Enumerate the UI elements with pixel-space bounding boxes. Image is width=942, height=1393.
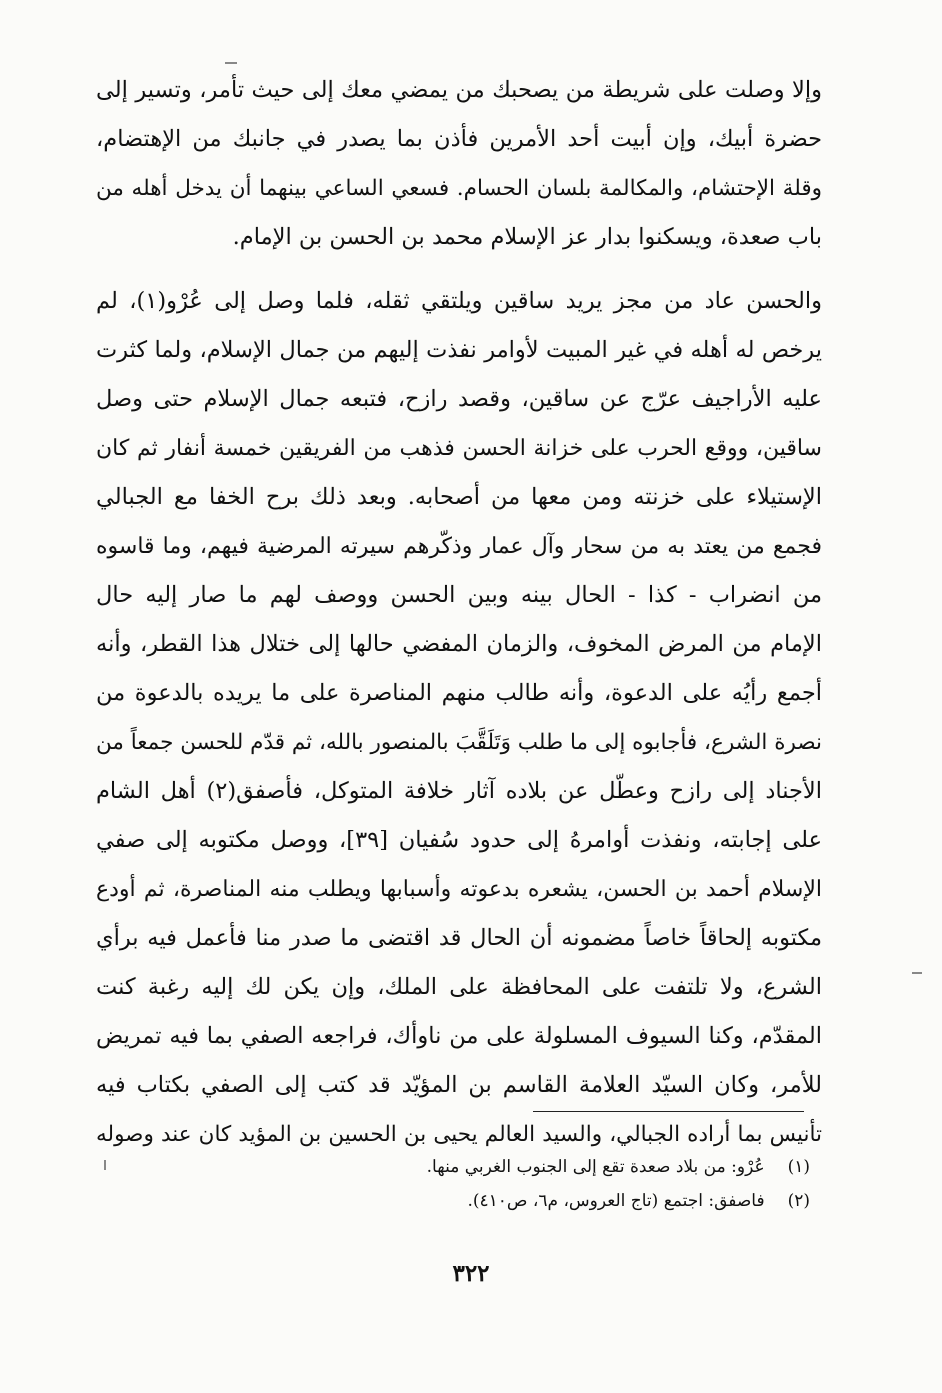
footnote-2 [340, 1184, 810, 1218]
text-line: الإستيلاء على خزنته ومن معها من أصحابه. وبعد ذلك برح الخفا مع الجبالي [96, 484, 822, 510]
footnote-number: (٢) [787, 1191, 810, 1211]
text-line: الشرع، ولا تلتفت على المحافظة على الملك، وإن يكن لك إليه رغبة كنت [96, 974, 822, 1000]
paragraph-2 [96, 277, 822, 1159]
text-line: الإسلام أحمد بن الحسن، يشعره بدعوته وأسبابها ويطلب منه المناصرة، ثم أودع [96, 877, 822, 902]
footnote-text: عُرْو: من بلاد صعدة تقع إلى الجنوب الغربي منها. [426, 1157, 765, 1177]
text-line: على إجابته، ونفذت أوامرهُ إلى حدود سُفيان [٣٩]، ووصل مكتوبه إلى صفي [96, 827, 822, 853]
scan-mark [912, 972, 922, 974]
text-line: باب صعدة، ويسكنوا بدار عز الإسلام محمد بن الحسن بن الإمام. [232, 224, 822, 250]
paragraph-1 [96, 66, 822, 262]
text-line: والحسن عاد من مجز يريد ساقين ويلتقي ثقله، فلما وصل إلى عُرْو(١)، لم [96, 288, 822, 314]
text-line: عليه الأراجيف عرّج عن ساقين، وقصد رازح، فتبعه جمال الإسلام حتى وصل [96, 386, 822, 412]
scan-mark [104, 1160, 106, 1170]
text-line: فجمع من يعتد به من سحار وآل عمار وذكّرهم سيرته المرضية فيهم، وما قاسوه [96, 534, 822, 559]
footnote-1 [340, 1150, 810, 1184]
text-line: من انضراب - كذا - الحال بينه وبين الحسن ووصف لهم ما صار إليه حال [96, 582, 822, 608]
text-line: للأمر، وكان السيّد العلامة القاسم بن المؤيّد قد كتب إلى الصفي بكتاب فيه [96, 1072, 822, 1098]
text-line: الإمام من المرض المخوف، والزمان المفضي حالها إلى ختلال هذا القطر، وأنه [96, 631, 822, 657]
text-line: ساقين، ووقع الحرب على خزانة الحسن فذهب من الفريقين خمسة أنفار ثم كان [96, 436, 822, 461]
text-line: مكتوبه إلحاقاً خاصاً مضمونه أن الحال قد اقتضى ما صدر منا فأعمل فيه برأي [96, 925, 822, 951]
footnote-separator [533, 1111, 804, 1112]
footnote-text: فاصفق: اجتمع (تاج العروس، م٦، ص٤١٠). [467, 1191, 765, 1211]
footnote-number: (١) [787, 1157, 810, 1177]
footnotes [340, 1150, 810, 1218]
text-line: تأنيس بما أراده الجبالي، والسيد العالم يحيى بن الحسين بن المؤيد كان عند وصوله [96, 1122, 822, 1147]
text-line: وقلة الإحتشام، والمكالمة بلسان الحسام. فسعي الساعي بينهما أن يدخل أهله من [96, 176, 822, 201]
text-line: يرخص له أهله في غير المبيت لأوامر نفذت إليهم من جمال الإسلام، ولما كثرت [96, 337, 822, 363]
text-line: نصرة الشرع، فأجابوه إلى ما طلب وَتَلَقَّبَ بالمنصور بالله، ثم قدّم للحسن جمعاً من [96, 730, 822, 755]
scan-mark [225, 62, 237, 64]
text-line: الأجناد إلى رازح وعطّل عن بلاده آثار خلافة المتوكل، فأصفق(٢) أهل الشام [96, 778, 822, 804]
text-line: أجمع رأيُه على الدعوة، وأنه طالب منهم المناصرة على ما يريده بالدعوة من [96, 680, 822, 706]
text-line: وإلا وصلت على شريطة من يصحبك من يمضي معك إلى حيث تأمر، وتسير إلى [96, 77, 822, 103]
page-number: ٣٢٢ [452, 1260, 490, 1287]
text-line: حضرة أبيك، وإن أبيت أحد الأمرين فأذن بما يصدر في جانبك من الإهتضام، [96, 126, 822, 152]
text-line: المقدّم، وكنا السيوف المسلولة على من ناوأك، فراجعه الصفي بما فيه تمريض [96, 1023, 822, 1049]
